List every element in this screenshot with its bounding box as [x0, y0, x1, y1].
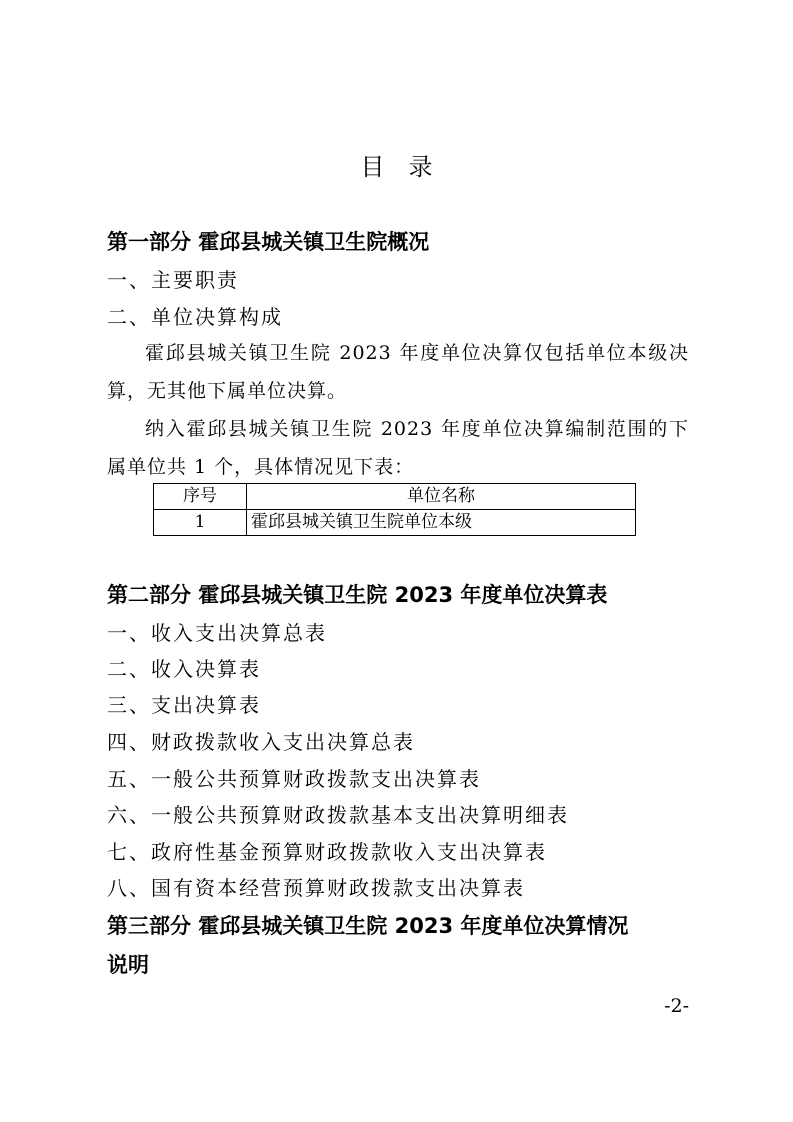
- paragraph-units-composition: 霍邱县城关镇卫生院 2023 年度单位决算仅包括单位本级决算，无其他下属单位决算。: [107, 342, 689, 402]
- part3-heading: 第三部分 霍邱县城关镇卫生院 2023 年度单位决算情况: [107, 914, 629, 938]
- table-header-row: [154, 484, 636, 510]
- units-table: [153, 483, 636, 536]
- part1-heading: 第一部分 霍邱县城关镇卫生院概况: [107, 230, 430, 254]
- table-cell: 1: [154, 510, 247, 536]
- toc-item: 七、政府性基金预算财政拨款收入支出决算表: [107, 840, 547, 864]
- toc-item: 一、收入支出决算总表: [107, 621, 327, 645]
- paragraph-subordinate-units: 纳入霍邱县城关镇卫生院 2023 年度单位决算编制范围的下属单位共 1 个，具体情况见下表：: [107, 418, 689, 478]
- toc-item: 二、单位决算构成: [107, 305, 283, 329]
- page-title: 目录: [360, 153, 457, 181]
- toc-item: 二、收入决算表: [107, 657, 261, 681]
- part2-heading: 第二部分 霍邱县城关镇卫生院 2023 年度单位决算表: [107, 583, 608, 607]
- toc-item: 一、主要职责: [107, 268, 239, 292]
- toc-item: 五、一般公共预算财政拨款支出决算表: [107, 767, 481, 791]
- part3-heading-continued: 说明: [107, 953, 149, 977]
- table-cell: 霍邱县城关镇卫生院单位本级: [247, 510, 636, 536]
- toc-item: 六、一般公共预算财政拨款基本支出决算明细表: [107, 803, 569, 827]
- table-row: [154, 510, 636, 536]
- toc-item: 三、支出决算表: [107, 693, 261, 717]
- page-number: -2-: [664, 995, 689, 1017]
- toc-item: 四、财政拨款收入支出决算总表: [107, 730, 415, 754]
- toc-item: 八、国有资本经营预算财政拨款支出决算表: [107, 876, 525, 900]
- table-header-cell: 序号: [154, 484, 247, 510]
- table-header-cell: 单位名称: [247, 484, 636, 510]
